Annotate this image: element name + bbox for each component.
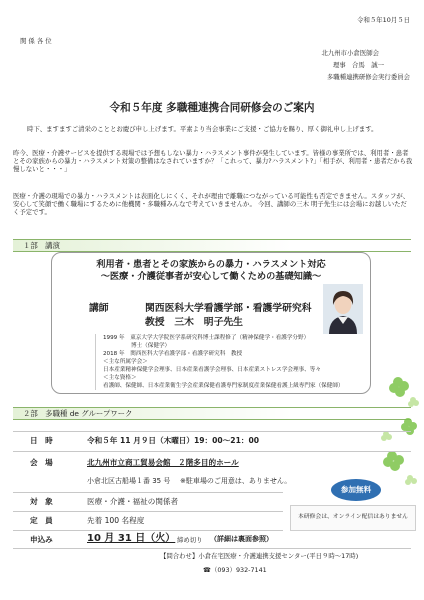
deadline-label: 申込み <box>30 535 53 544</box>
page-title: 令和５年度 多職種連携合同研修会のご案内 <box>109 102 315 114</box>
free-admission-badge: 参加無料 <box>331 479 381 501</box>
org-line-1: 北九州市小倉医師会 <box>321 49 379 57</box>
capacity-value: 先着 100 名程度 <box>87 516 145 525</box>
online-note: 本研修会は、オンライン配信はありません <box>298 514 408 520</box>
venue-note: ※駐車場のご用意は、ありません。 <box>180 477 292 485</box>
bio-line: 日本産業精神保健学会理事、日本産業看護学会理事、日本産業ストレス学会理事、等々 <box>103 367 321 373</box>
venue-label: 会 場 <box>30 458 53 467</box>
part2-heading-bar <box>13 407 411 420</box>
datetime-value: 令和５年 11 月９日（木曜日）19：00～21：00 <box>87 436 260 445</box>
datetime-label: 日 時 <box>30 436 53 445</box>
capacity-label: 定 員 <box>30 516 53 525</box>
part2-heading: ２部 多職種 de グループワーク <box>23 409 133 418</box>
speaker-photo <box>323 284 363 334</box>
org-line-2: 理事 合馬 誠一 <box>332 61 384 69</box>
speaker-affiliation: 関西医科大学看護学部・看護学研究科 <box>145 303 312 314</box>
venue-address: 小倉北区古船場１番 35 号 <box>87 477 171 485</box>
contact-info: 【問合わせ】小倉在宅医療・介護連携支援センター(平日９時～17時) <box>160 552 359 560</box>
bio-line: 博士（保健学） <box>103 343 171 349</box>
speaker-role: 講師 <box>89 303 109 314</box>
venue-value: 北九州市立商工貿易会館 ２階多目的ホール <box>87 458 239 467</box>
recipient: 関 係 各 位 <box>20 37 52 45</box>
bio-line: 2018 年 関西医科大学看護学部・看護学研究科 教授 <box>103 351 243 357</box>
target-value: 医療・介護・福祉の関係者 <box>87 497 179 506</box>
divider <box>13 492 283 493</box>
divider <box>13 530 283 531</box>
lecture-title-2: ～医療・介護従事者が安心して働くための基礎知識～ <box>100 271 322 282</box>
part1-heading: １部 講演 <box>23 241 60 250</box>
bio-line: 看護師、保健師、日本産業衛生学会産業保健看護専門家制度産業保健看護上級専門家（保健師） <box>103 383 344 389</box>
intro-paragraph-2: 昨今、医療・介護サービスを提供する現場では予想もしない暴力・ハラスメント事件が発生しています。皆様の事業所では、利用者・患者とその家族からの暴力・ハラスメント対策の整備はなされていますか？「これって、暴力?ハラスメント?」「相手が、利用者・患者だから我慢しないと・・・」 <box>13 149 413 173</box>
contact-phone: ☎（093）932-7141 <box>203 566 267 574</box>
divider <box>13 451 411 452</box>
lecture-title-1: 利用者・患者とその家族からの暴力・ハラスメント対応 <box>96 259 326 270</box>
divider <box>13 548 411 549</box>
intro-paragraph-1: 時下、ますますご清栄のこととお慶び申し上げます。平素より当会事業にご支援・ご協力を賜り、厚く御礼申し上げます。 <box>27 125 378 133</box>
divider <box>13 431 411 432</box>
deadline-suffix: 締め切り <box>177 536 203 544</box>
intro-paragraph-3: 医療・介護の現場での暴力・ハラスメントは表面化しにくく、それが理由で離職につながっている可能性も否定できません。スタッフが、安心して笑顔で働く職場にするために他機関・多職種みんなで考えていきませんか。 今回、講師の三木 明子先生には会場にお越しいただく予定です。 <box>13 192 410 216</box>
bio-line: ＜主な所属学会＞ <box>103 359 148 365</box>
target-label: 対 象 <box>30 497 53 506</box>
bio-line: ＜主な資格＞ <box>103 375 137 381</box>
part1-heading-bar <box>13 239 411 252</box>
bio-line: 1999 年 東京大学大学院医学系研究科博士課程修了（精神保健学・看護学分野） <box>103 335 310 341</box>
clover-icon <box>380 372 420 492</box>
bio-lines <box>103 334 344 390</box>
org-line-3: 多職種連携研修会実行委員会 <box>326 73 410 81</box>
divider <box>13 511 283 512</box>
speaker-name: 教授 三木 明子先生 <box>145 317 243 328</box>
issue-date: 令和５年10月５日 <box>357 16 410 24</box>
deadline-note: （詳細は裏面参照） <box>210 535 273 543</box>
deadline-value: 10 月 31 日（火） <box>87 533 176 544</box>
